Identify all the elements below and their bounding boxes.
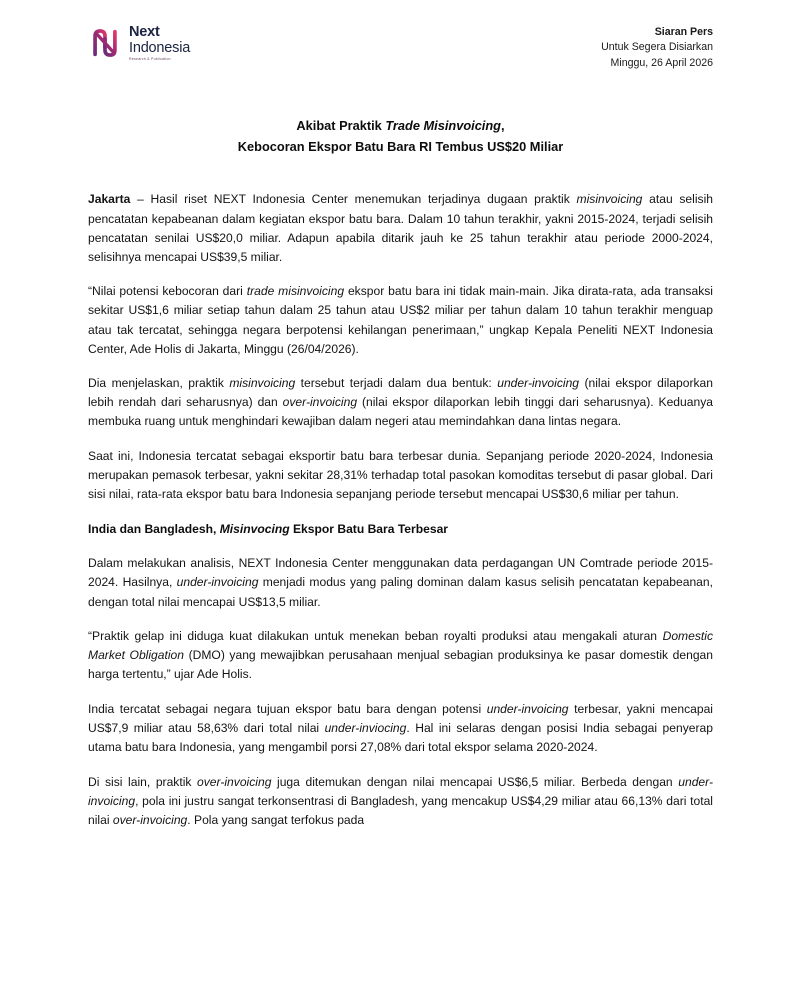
- brand-wordmark: [129, 24, 190, 61]
- p1-emphasis-1: misinvoicing: [576, 192, 643, 207]
- subhead-text-2: Ekspor Batu Bara Terbesar: [289, 521, 449, 536]
- p8-text-4: . Pola yang sangat terfokus pada: [187, 812, 365, 827]
- p7-emphasis-1: under-invoicing: [486, 701, 569, 716]
- paragraph-2: [88, 282, 713, 358]
- p8-emphasis-1: over-invoicing: [197, 774, 272, 789]
- p3-text-1: Dia menjelaskan, praktik: [88, 376, 230, 391]
- document-header: [88, 18, 713, 82]
- p8-text-1: Di sisi lain, praktik: [88, 774, 198, 789]
- p8-emphasis-2: under-invoicing: [88, 774, 713, 808]
- p3-text-4: (nilai ekspor dilaporkan lebih tinggi dari seharusnya). Keduanya membuka ruang untuk menghindari kewajiban dalam negeri atau memindahkan dana lintas negara.: [88, 395, 713, 429]
- subhead-emphasis-1: Misinvocing: [219, 521, 290, 536]
- p2-emphasis-1: trade misinvoicing: [246, 284, 345, 299]
- press-release-meta: [601, 18, 713, 71]
- p3-text-3: (nilai ekspor dilaporkan lebih rendah dari seharusnya) dan: [88, 376, 713, 410]
- p3-emphasis-2: under-invoicing: [497, 376, 580, 391]
- page-title-line-1: [88, 116, 713, 137]
- paragraph-3: [88, 374, 713, 431]
- press-release-label: Siaran Pers: [654, 26, 713, 38]
- next-indonesia-logo-n-mark-icon: [88, 26, 122, 60]
- p3-text-2: tersebut terjadi dalam dua bentuk:: [295, 376, 498, 391]
- p1-text-1: – Hasil riset NEXT Indonesia Center menemukan terjadinya dugaan praktik: [130, 192, 577, 207]
- title-text-pre: Akibat Praktik: [296, 118, 386, 133]
- p1-text-2: atau selisih pencatatan kepabeanan dalam kegiatan ekspor batu bara. Dalam 10 tahun terakhir, yakni 2015-2024, terjadi selisih pencatatan senilai US$20,0 miliar. Adapun apabila ditarik jauh ke 25 tahun terakhir atau periode 2000-2024, selisihnya mencapai US$39,5 miliar.: [88, 192, 713, 264]
- press-release-date: Minggu, 26 April 2026: [610, 56, 713, 69]
- paragraph-7: [88, 700, 713, 757]
- p5-text-2: menjadi modus yang paling dominan dalam kasus selisih pencatatan kepabeanan, dengan total nilai mencapai US$13,5 miliar.: [88, 575, 713, 609]
- paragraph-5: [88, 554, 713, 611]
- title-text-emphasis: Trade Misinvoicing: [385, 118, 501, 133]
- document-body: [88, 190, 713, 830]
- p2-text-2: ekspor batu bara ini tidak main-main. Jika dirata-rata, ada transaksi sekitar US$1,6 miliar setiap tahun dalam 25 tahun atau US$2 miliar per tahun dalam 10 tahun terakhir menguap atau tak tercatat, sehingga negara berpotensi kehilangan penerimaan,” ungkap Kepala Peneliti NEXT Indonesia Center, Ade Holis di Jakarta, Minggu (26/04/2026).: [88, 284, 713, 356]
- page-title: [88, 116, 713, 157]
- paragraph-8: [88, 773, 713, 830]
- brand-name-next: Next: [129, 24, 160, 40]
- p8-text-2: juga ditemukan dengan nilai mencapai US$6,5 miliar. Berbeda dengan: [271, 774, 679, 789]
- p8-text-3: , pola ini justru sangat terkonsentrasi di Bangladesh, yang mencakup US$4,29 miliar atau 66,13% dari total nilai: [88, 793, 713, 827]
- page-title-line-2: Kebocoran Ekspor Batu Bara RI Tembus US$20 Miliar: [237, 138, 564, 154]
- p7-emphasis-2: under-inviocing: [324, 721, 407, 735]
- subhead-text-1: India dan Bangladesh,: [88, 521, 220, 536]
- p3-emphasis-3: over-invoicing: [282, 395, 358, 410]
- press-release-note: Untuk Segera Disiarkan: [601, 41, 713, 54]
- p5-text-1: Dalam melakukan analisis, NEXT Indonesia Center menggunakan data perdagangan UN Comtrade periode 2015-2024. Hasilnya,: [88, 556, 713, 590]
- p7-text-1: India tercatat sebagai negara tujuan ekspor batu bara dengan potensi: [88, 701, 487, 716]
- title-text-post: ,: [501, 118, 505, 133]
- p5-emphasis-1: under-invoicing: [176, 575, 259, 590]
- paragraph-4: [88, 447, 713, 504]
- p3-emphasis-1: misinvoicing: [229, 376, 296, 391]
- section-subheading: [88, 520, 713, 539]
- brand-tagline: Research & Publication: [129, 56, 171, 61]
- p6-emphasis-1: Domestic Market Obligation: [88, 629, 713, 663]
- p7-text-3: . Hal ini selaras dengan posisi India sebagai penyerap utama batu bara Indonesia, yang mengambil porsi 27,08% dari total ekspor selama 2020-2024.: [88, 721, 713, 755]
- brand-name-indonesia: Indonesia: [129, 39, 191, 56]
- paragraph-6: [88, 627, 713, 684]
- p7-text-2: terbesar, yakni mencapai US$7,9 miliar atau 58,63% dari total nilai: [88, 701, 713, 735]
- dateline: Jakarta: [88, 192, 131, 207]
- p2-text-1: “Nilai potensi kebocoran dari: [88, 284, 247, 299]
- paragraph-1: [88, 190, 713, 266]
- p4-text-1: Saat ini, Indonesia tercatat sebagai eksportir batu bara terbesar dunia. Sepanjang periode 2020-2024, Indonesia merupakan pemasok terbesar, yakni sekitar 28,31% terhadap total pasokan komoditas tersebut di pasar global. Dari sisi nilai, rata-rata ekspor batu bara Indonesia sepanjang periode tersebut mencapai US$30,6 miliar per tahun.: [88, 448, 713, 502]
- p8-emphasis-3: over-invoicing: [112, 812, 188, 827]
- p6-text-2: (DMO) yang mewajibkan perusahaan menjual sebagian produksinya ke pasar domestik dengan harga tertentu,” ujar Ade Holis.: [88, 648, 713, 682]
- brand-logo: [88, 18, 190, 61]
- p6-text-1: “Praktik gelap ini diduga kuat dilakukan untuk menekan beban royalti produksi atau mengakali aturan: [88, 629, 663, 644]
